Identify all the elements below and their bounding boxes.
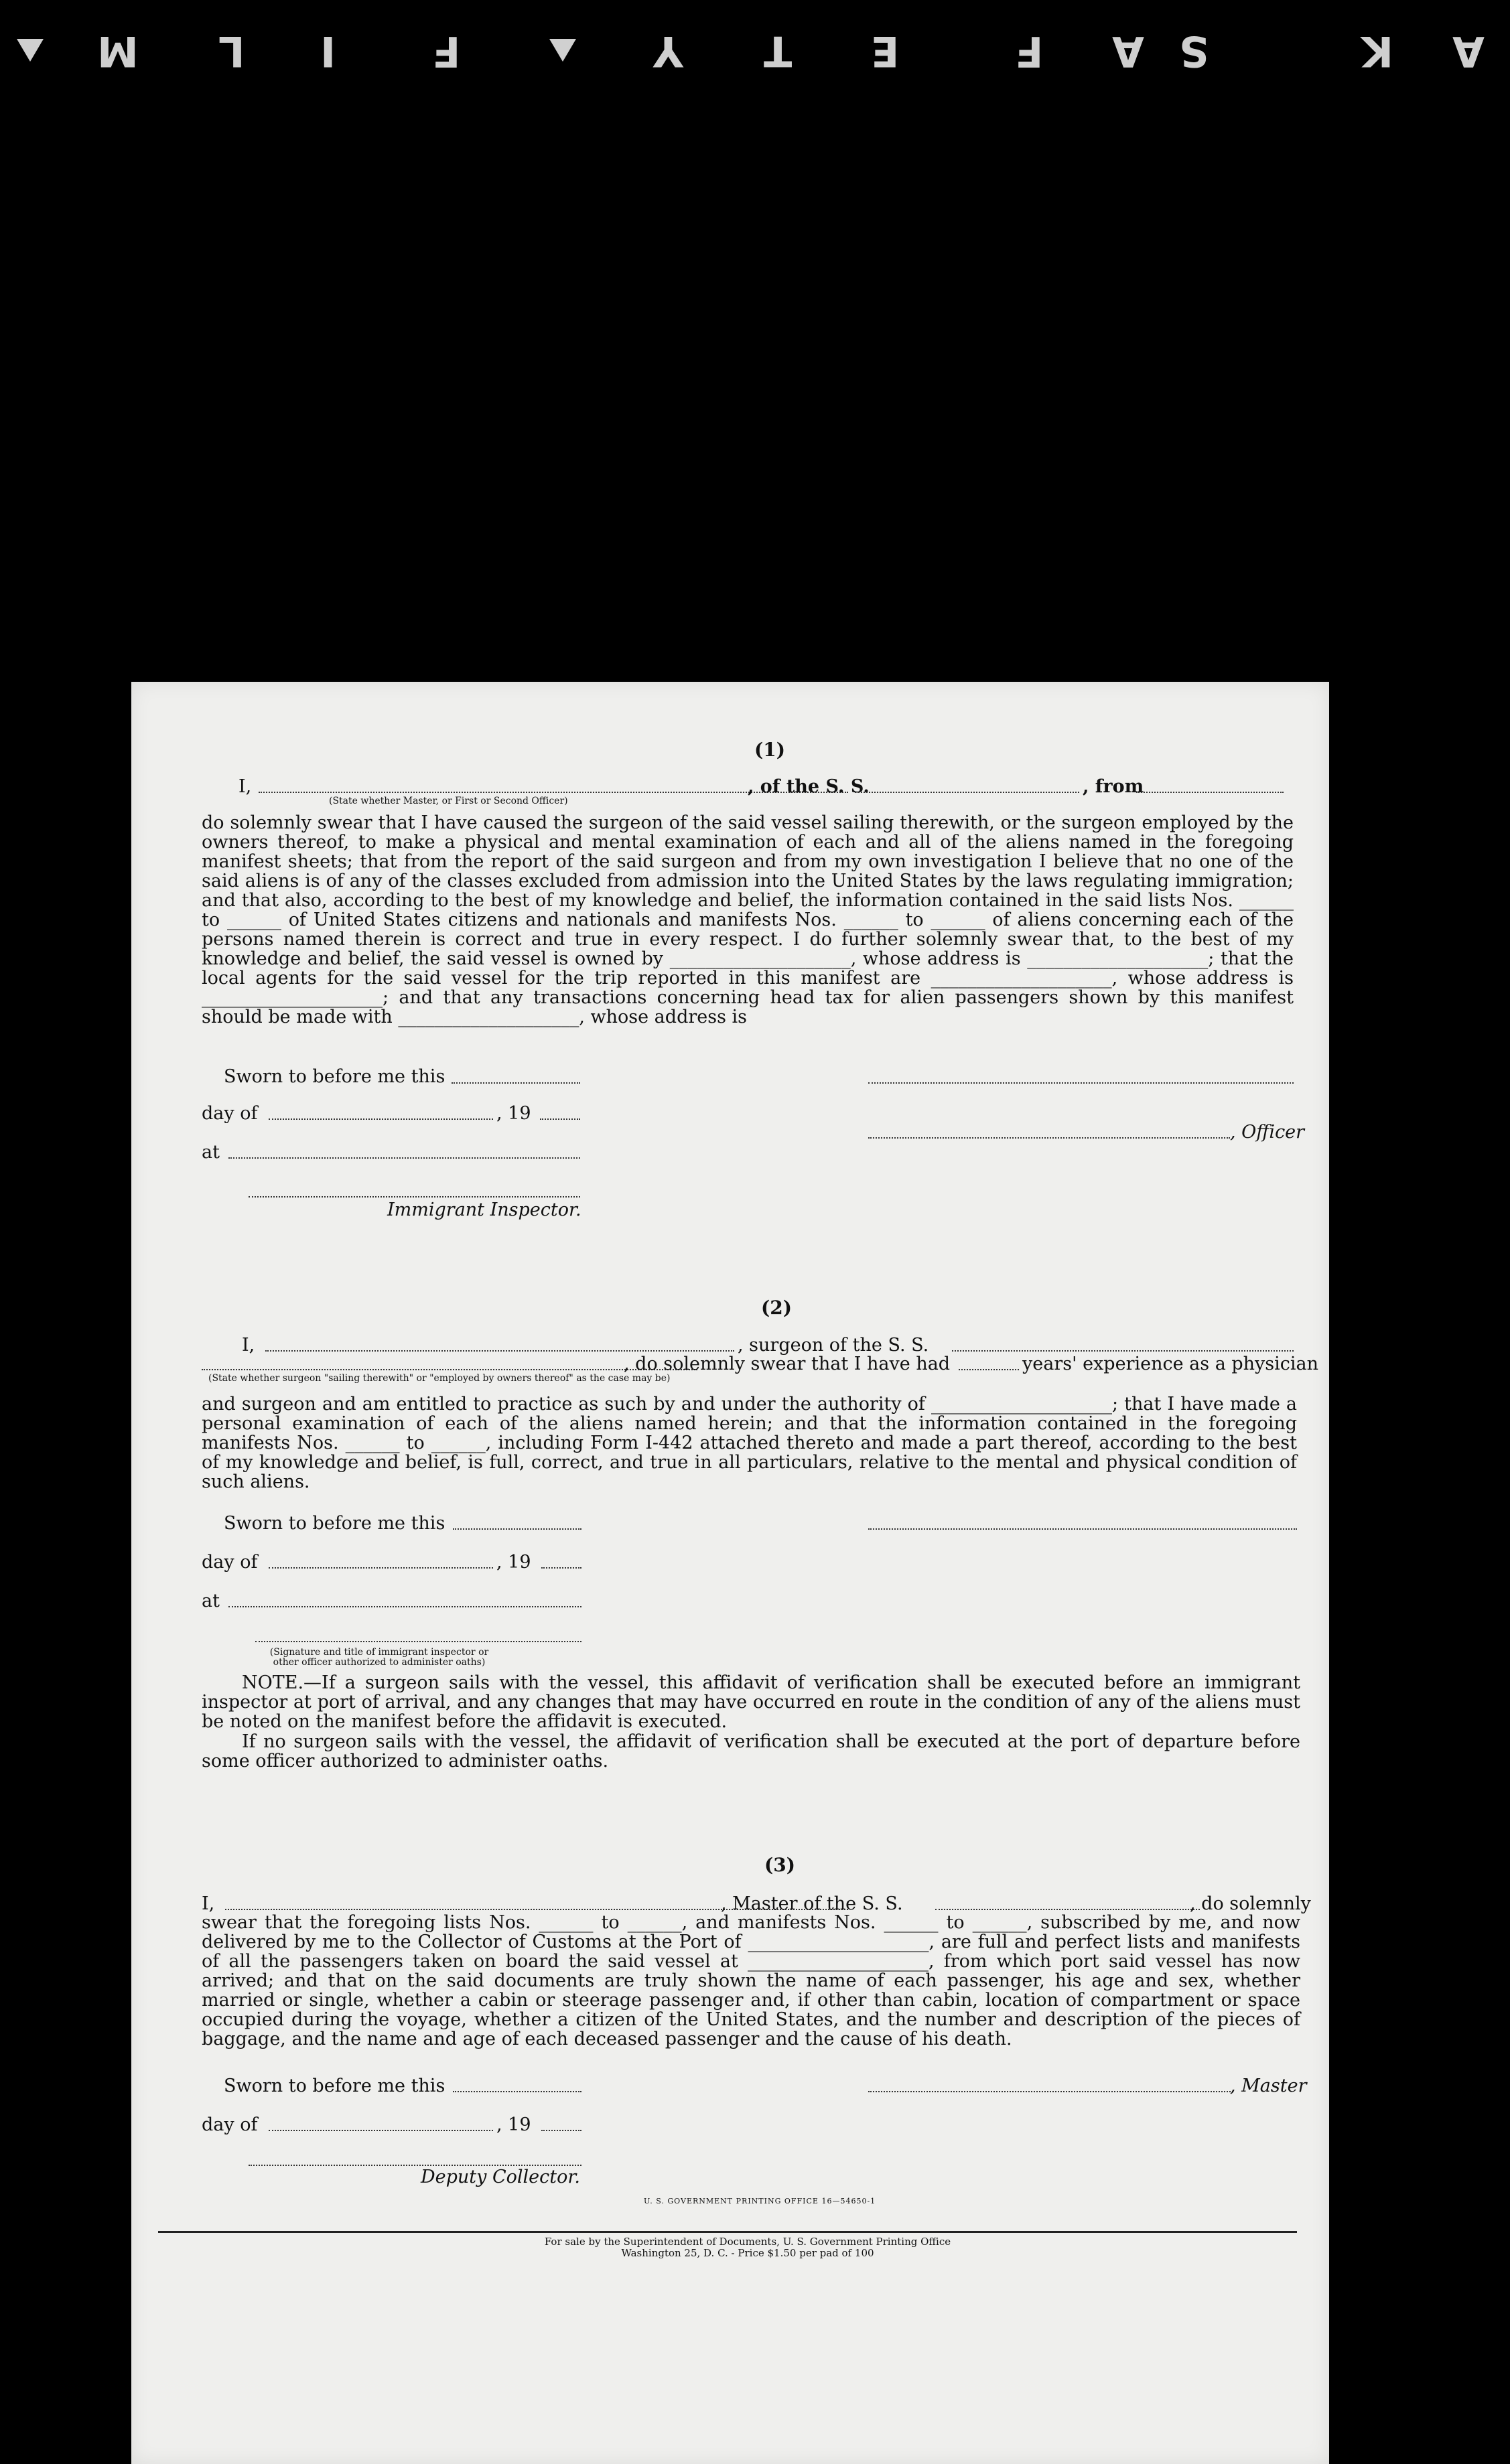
text: , Master [1230, 2076, 1307, 2096]
punch-hole-icon [1334, 1151, 1367, 1184]
note-text: NOTE.—If a surgeon sails with the vessel, this affidavit of verification shall be executed before an immigrant inspector at port of arrival, and any changes that may have occurred en route in the condition of any of the aliens must be noted on the manifest before the affidavit is executed. [202, 1672, 1300, 1732]
film-letter: A [1452, 27, 1485, 76]
document-page [131, 682, 1329, 2464]
text: , surgeon of the S. S. [738, 1335, 929, 1356]
punch-hole-icon [1345, 1948, 1379, 1981]
text: , 19 [496, 1103, 531, 1124]
footer-text: For sale by the Superintendent of Documents, U. S. Government Printing Office [544, 2236, 951, 2248]
field-note: (Signature and title of immigrant inspector or other officer authorized to administer oaths) [269, 1647, 489, 1668]
punch-hole-icon [1343, 1847, 1376, 1881]
text: , Master of the S. S. [721, 1893, 903, 1914]
field-note: (State whether Master, or First or Second Officer) [329, 796, 568, 806]
text: years' experience as a physician [1022, 1354, 1319, 1374]
film-letter: F [1015, 27, 1044, 76]
text: , from [1083, 776, 1144, 797]
affidavit-text: swear that the foregoing lists Nos. ______ to ______, and manifests Nos. ______ to ______, subscribed by me, and now delivered by me to the Collector of Customs at the Port of ____________________, are full and perfect lists and manifests of all the passengers taken on board the said vessel at ____________________, from which port said vessel has now arrived; and that on the said documents are truly shown the name of each passenger, his age and sex, whether married or single, whether a cabin or steerage passenger and, if other than cabin, location of compartment or space occupied during the voyage, whether a citizen of the United States, and the number and description of the pieces of baggage, and the name and age of each deceased passenger and the cause of his death. [202, 1912, 1300, 2049]
film-letter: M [97, 27, 139, 76]
punch-hole-icon [1334, 1258, 1367, 1291]
film-marker-icon [549, 39, 576, 62]
text: day of [202, 1103, 258, 1124]
text: day of [202, 1552, 258, 1573]
note-text: If no surgeon sails with the vessel, the affidavit of verification shall be executed at the port of departure before some officer authorized to administer oaths. [202, 1731, 1300, 1771]
text: at [202, 1591, 220, 1611]
film-letter: Y [653, 27, 683, 76]
punch-hole-icon [1334, 841, 1367, 875]
text: , of the S. S. [748, 776, 870, 797]
text: , do solemnly [1190, 1893, 1311, 1914]
text: I, [242, 1335, 255, 1356]
printer-mark: U. S. GOVERNMENT PRINTING OFFICE 16—54650-1 [644, 2197, 876, 2205]
film-letter: F [432, 27, 461, 76]
text: , do solemnly swear that I have had [624, 1354, 951, 1374]
film-letter: L [218, 27, 245, 76]
film-letter: T [764, 27, 793, 76]
affidavit-text: and surgeon and am entitled to practice as such by and under the authority of ____________________; that I have made a personal examination of each of the aliens named herein; and that the information contained in the foregoing manifests Nos. ______ to ______, including Form I-442 attached thereto and made a part thereof, according to the best of my knowledge and belief, is full, correct, and true in all particulars, relative to the mental and physical condition of such aliens. [202, 1394, 1297, 1492]
text: I, [238, 776, 252, 797]
text: Deputy Collector. [421, 2167, 580, 2187]
section-number: (2) [761, 1297, 792, 1319]
text: Immigrant Inspector. [387, 1200, 581, 1220]
footer-text: Washington 25, D. C. - Price $1.50 per pad of 100 [621, 2247, 874, 2259]
text: I, [202, 1893, 215, 1914]
punch-hole-icon [1334, 743, 1367, 777]
film-strip [0, 0, 1510, 87]
text: day of [202, 2114, 258, 2135]
text: Sworn to before me this [224, 1066, 445, 1087]
text: Sworn to before me this [224, 2076, 445, 2096]
punch-hole-icon [1359, 1070, 1392, 1104]
punch-hole-icon [1349, 2248, 1383, 2281]
film-letter: S [1179, 27, 1209, 76]
text: at [202, 1142, 220, 1163]
section-number: (3) [764, 1854, 795, 1876]
text: , Officer [1230, 1122, 1305, 1143]
film-marker-icon [17, 39, 44, 62]
punch-hole-icon [1355, 2015, 1388, 2048]
text: Sworn to before me this [224, 1513, 445, 1534]
text: , 19 [496, 1552, 531, 1573]
field-note: (State whether surgeon "sailing therewith" or "employed by owners thereof" as the case may be) [208, 1373, 671, 1384]
punch-hole-icon [1349, 2356, 1383, 2390]
film-letter: E [871, 27, 900, 76]
film-letter: A [1112, 27, 1144, 76]
film-letter: K [1361, 27, 1394, 76]
text: , 19 [496, 2114, 531, 2135]
section-number: (1) [754, 739, 785, 761]
affidavit-text: do solemnly swear that I have caused the surgeon of the said vessel sailing therewith, or the surgeon employed by the owners thereof, to make a physical and mental examination of each and all of the aliens named in the foregoing manifest sheets; that from the report of the said surgeon and from my own investigation I believe that no one of the said aliens is of any of the classes excluded from admission into the United States by the laws regulating immigration; and that also, according to the best of my knowledge and belief, the information contained in the said lists Nos. ______ to ______ of United States citizens and nationals and manifests Nos. ______ to ______ of aliens concerning each of the persons named therein is correct and true in every respect. I do further solemnly swear that, to the best of my knowledge and belief, the said vessel is owned by ____________________, whose address is ____________________; that the local agents for the said vessel for the trip reported in this manifest are ____________________, whose address is ____________________; and that any transactions concerning head tax for alien passengers shown by this manifest should be made with ____________________, whose address is [202, 812, 1294, 1027]
film-letter: I [320, 27, 336, 76]
